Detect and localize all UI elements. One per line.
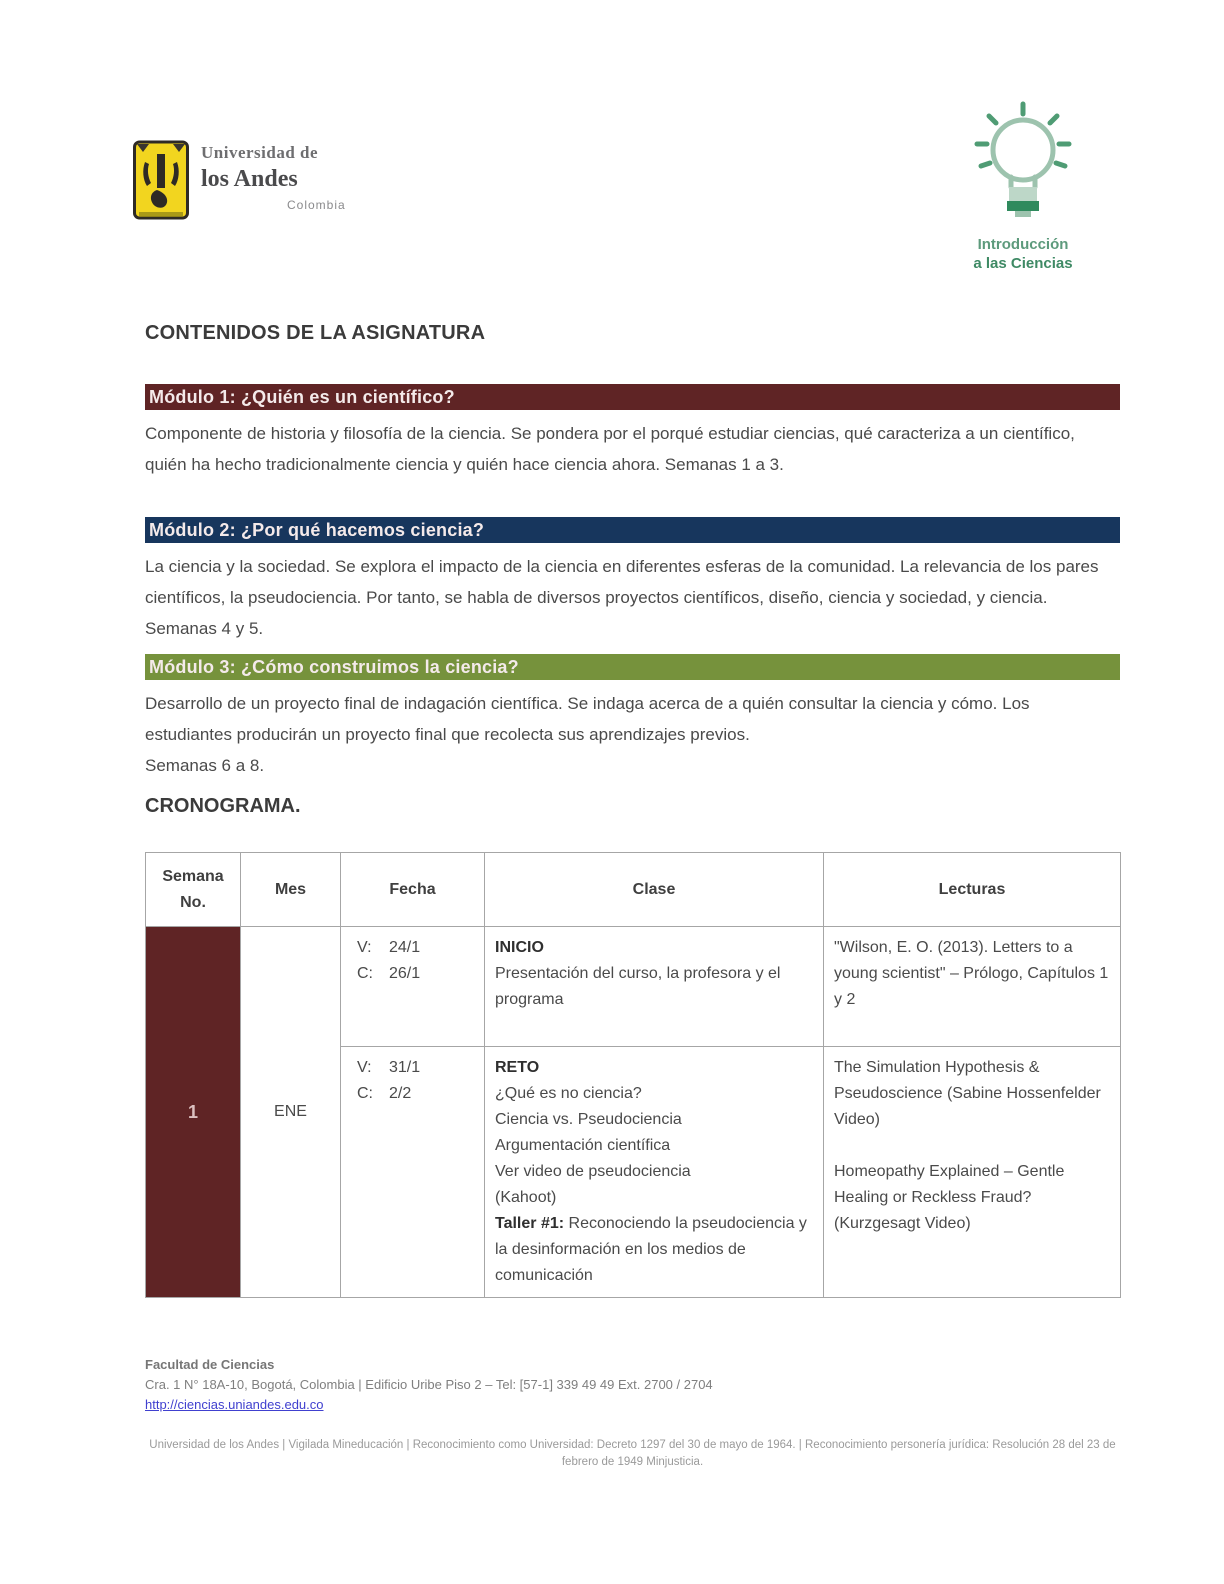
date-value: 31/1 [389, 1059, 421, 1076]
course-logo-line2: a las Ciencias [973, 254, 1073, 272]
footer-website-link[interactable]: http://ciencias.uniandes.edu.co [145, 1397, 324, 1412]
reading-item: The Simulation Hypothesis & Pseudoscience (Sabine Hossenfelder Video) [834, 1059, 1101, 1128]
class-topic: (Kahoot) [495, 1189, 557, 1206]
class-description: Presentación del curso, la profesora y el programa [495, 965, 781, 1008]
module-3-weeks-note: Semanas 6 a 8. [145, 756, 265, 775]
university-shield-icon [133, 140, 189, 220]
course-logo-line1: Introducción [977, 236, 1069, 253]
reading-item: Homeopathy Explained – Gentle Healing or Reckless Fraud? (Kurzgesagt Video) [834, 1163, 1065, 1232]
date-line [351, 935, 474, 961]
readings-cell-session-2 [824, 1047, 1121, 1298]
column-header-month: Mes [241, 853, 341, 927]
course-logo [948, 92, 1098, 274]
schedule-header-row [146, 853, 1121, 927]
class-topic: Ciencia vs. Pseudociencia [495, 1111, 682, 1128]
date-value: 2/2 [389, 1085, 412, 1102]
university-country: Colombia [287, 198, 346, 212]
date-line [351, 1081, 474, 1107]
date-label: C: [357, 1085, 373, 1102]
table-row-session-1 [146, 927, 1121, 1047]
date-value: 26/1 [389, 965, 421, 982]
date-cell-session-2 [341, 1047, 485, 1298]
module-3-header: Módulo 3: ¿Cómo construimos la ciencia? [145, 654, 1120, 680]
column-header-readings: Lecturas [824, 853, 1121, 927]
module-2-section [145, 517, 1120, 644]
date-line [351, 1055, 474, 1081]
schedule-section [145, 852, 1120, 1298]
module-3-section [145, 654, 1120, 781]
class-topic: Ver video de pseudociencia [495, 1163, 691, 1180]
lightbulb-icon [963, 92, 1083, 232]
readings-cell-session-1 [824, 927, 1121, 1047]
column-header-class: Clase [485, 853, 824, 927]
module-3-description: Desarrollo de un proyecto final de indagación científica. Se indaga acerca de a quién consultar la ciencia y cómo. Los estudiantes producirán un proyecto final que recolecta sus aprendizajes previos. [145, 694, 1030, 744]
module-2-header: Módulo 2: ¿Por qué hacemos ciencia? [145, 517, 1120, 543]
footer-department: Facultad de Ciencias [145, 1357, 275, 1372]
month-cell: ENE [241, 927, 341, 1298]
module-1-header: Módulo 1: ¿Quién es un científico? [145, 384, 1120, 410]
module-2-description: La ciencia y la sociedad. Se explora el impacto de la ciencia en diferentes esferas de la comunidad. La relevancia de los pares científicos, la pseudociencia. Por tanto, se habla de diversos proyectos científicos, diseño, ciencia y sociedad, y ciencia. Semanas 4 y 5. [145, 557, 1099, 638]
module-1-description: Componente de historia y filosofía de la ciencia. Se pondera por el porqué estudiar ciencias, qué caracteriza a un científico, quién ha hecho tradicionalmente ciencia y quién hace ciencia ahora. Semanas 1 a 3. [145, 424, 1075, 474]
column-header-date: Fecha [341, 853, 485, 927]
date-label: V: [357, 939, 372, 956]
schedule-heading: CRONOGRAMA. [145, 795, 301, 817]
date-label: V: [357, 1059, 372, 1076]
column-header-week: Semana No. [146, 853, 241, 927]
university-logo [133, 140, 346, 220]
week-number-cell: 1 [146, 927, 241, 1298]
footer [145, 1355, 1120, 1415]
university-wordmark [201, 140, 346, 211]
class-cell-session-1 [485, 927, 824, 1047]
date-cell-session-1 [341, 927, 485, 1047]
course-logo-text [948, 236, 1098, 274]
workshop-text: Reconociendo la pseudociencia y la desinformación en los medios de comunicación [495, 1215, 807, 1284]
class-topic: Argumentación científica [495, 1137, 671, 1154]
university-name-line1: Universidad de [201, 143, 319, 162]
class-type-label: INICIO [495, 939, 544, 956]
page-title: CONTENIDOS DE LA ASIGNATURA [145, 322, 486, 344]
footer-address: Cra. 1 N° 18A-10, Bogotá, Colombia | Edificio Uribe Piso 2 – Tel: [57-1] 339 49 49 Ext. 2700 / 2704 [145, 1377, 713, 1392]
class-topic: ¿Qué es no ciencia? [495, 1085, 642, 1102]
class-type-label: RETO [495, 1059, 540, 1076]
schedule-table [145, 852, 1121, 1298]
footer-disclaimer: Universidad de los Andes | Vigilada Mineducación | Reconocimiento como Universidad: Decreto 1297 del 30 de mayo de 1964. | Reconocimiento personería jurídica: Resolución 28 del 23 de febrero de 1949 Minjusticia. [149, 1439, 1116, 1468]
class-workshop [495, 1211, 813, 1289]
class-cell-session-2 [485, 1047, 824, 1298]
date-line [351, 961, 474, 987]
module-1-section [145, 384, 1120, 480]
date-label: C: [357, 965, 373, 982]
university-name-line2: los Andes [201, 166, 298, 192]
reading-item: "Wilson, E. O. (2013). Letters to a young scientist" – Prólogo, Capítulos 1 y 2 [834, 939, 1109, 1008]
date-value: 24/1 [389, 939, 421, 956]
workshop-label: Taller #1: [495, 1215, 565, 1232]
